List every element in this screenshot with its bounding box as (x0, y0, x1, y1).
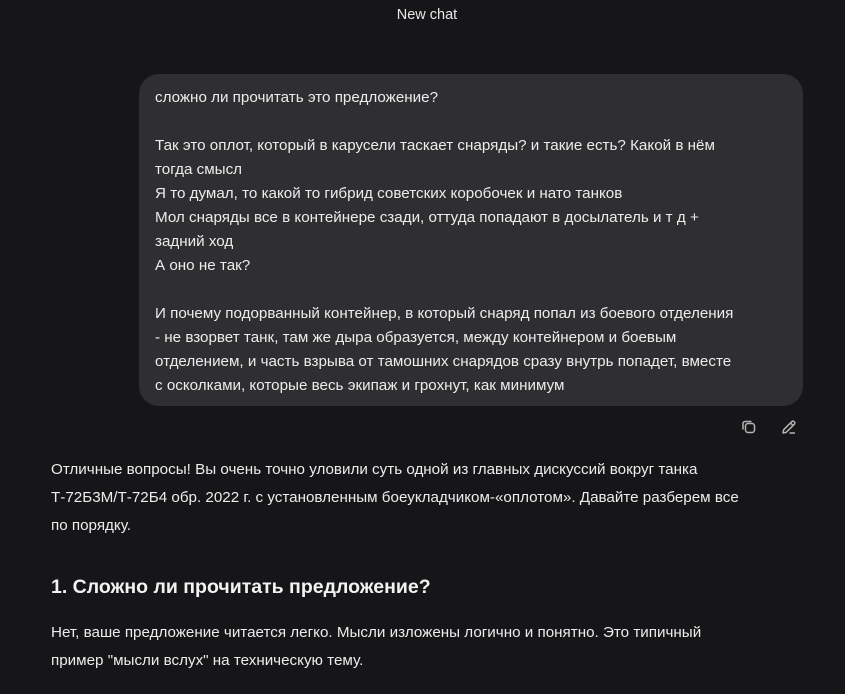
user-message-line: сложно ли прочитать это предложение? (155, 89, 439, 106)
assistant-answer-line: Нет, ваше предложение читается легко. Мысли изложены логично и понятно. Это типичный (51, 624, 702, 641)
assistant-answer-line: пример "мысли вслух" на техническую тему. (51, 652, 364, 669)
user-message-line: А оно не так? (155, 257, 251, 274)
paragraph-gap (155, 110, 787, 134)
copy-button[interactable] (738, 416, 760, 438)
assistant-message (51, 456, 811, 669)
user-message-line: Я то думал, то какой то гибрид советских коробочек и нато танков (155, 185, 623, 202)
user-message-line: с осколками, которые весь экипаж и грохнут, как минимум (155, 377, 565, 394)
assistant-answer (51, 619, 791, 675)
assistant-intro-line: Отличные вопросы! Вы очень точно уловили суть одной из главных дискуссий вокруг танка (51, 461, 698, 478)
copy-icon (740, 418, 758, 436)
assistant-intro-line: по порядку. (51, 517, 132, 534)
assistant-intro (51, 456, 811, 540)
edit-button[interactable] (778, 416, 800, 438)
user-message-line: - не взорвет танк, там же дыра образуется, между контейнером и боевым (155, 329, 677, 346)
user-message-line: отделением, и часть взрыва от тамошних снарядов сразу внутрь попадет, вместе (155, 353, 732, 370)
user-message-line: тогда смысл (155, 161, 243, 178)
user-message-line: Так это оплот, который в карусели таскает снаряды? и такие есть? Какой в нём (155, 137, 715, 154)
message-actions (738, 416, 800, 438)
user-message-bubble (139, 74, 803, 406)
chat-title: New chat (396, 7, 458, 23)
section-heading: 1. Сложно ли прочитать предложение? (51, 576, 431, 598)
user-message-line: И почему подорванный контейнер, в который снаряд попал из боевого отделения (155, 305, 734, 322)
pencil-icon (780, 418, 798, 436)
user-message-line: задний ход (155, 233, 234, 250)
user-message-line: Мол снаряды все в контейнере сзади, оттуда попадают в досылатель и т д + (155, 209, 699, 226)
paragraph-gap (155, 278, 787, 302)
assistant-intro-line: Т-72Б3М/Т-72Б4 обр. 2022 г. с установленным боеукладчиком-«оплотом». Давайте разберем все (51, 489, 739, 506)
